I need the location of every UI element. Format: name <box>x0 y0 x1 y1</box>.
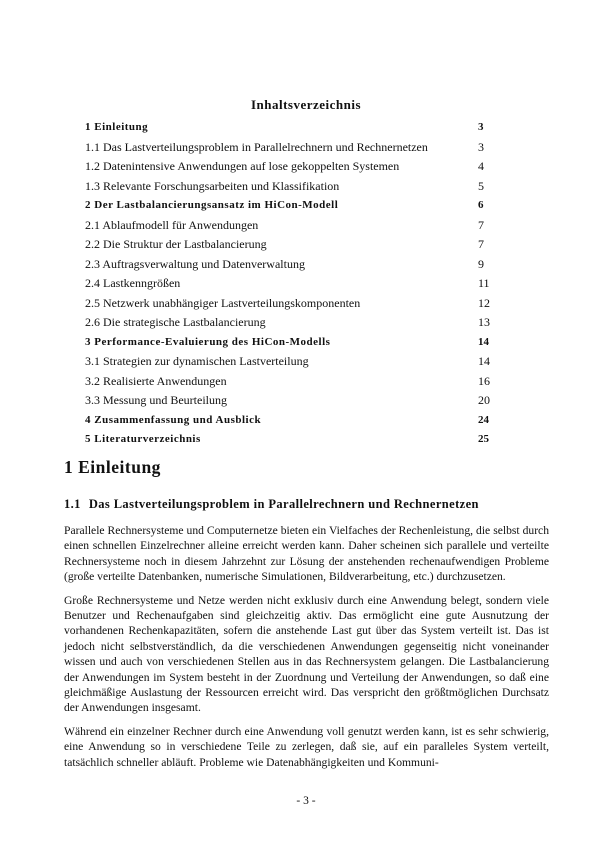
toc-entry-page: 11 <box>478 276 490 290</box>
toc-entry-label: 5 Literaturverzeichnis <box>85 433 201 445</box>
toc-entry-page: 6 <box>478 199 484 211</box>
toc-entry-page: 7 <box>478 237 484 251</box>
paragraph: Große Rechnersysteme und Netze werden nicht exklusiv durch eine Anwendung belegt, sondern viele Benutzer und Rechenaufgaben sind gleichzeitig aktiv. Das ermöglicht eine gute Ausnutzung der vorhandenen Rechenkapazitäten, sofern die anstehende Last gut über das System verteilt ist. Das ist jedoch nicht selbstverständlich, da die verschiedenen Anwendungen gegenseitig nicht voneinander wissen und auch von verschiedenen Stellen aus in das Rechnersystem gelangen. Die Lastbalancierung der Anwendungen im System besteht in der Zuordnung und Verteilung der Anwendungen, so daß eine gleichmäßige Auslastung der Ressourcen erreicht wird. Das verspricht den größtmöglichen Durchsatz der Anwendungen insgesamt. <box>64 593 549 715</box>
toc-entry-label: 1.2 Datenintensive Anwendungen auf lose gekoppelten Systemen <box>85 159 400 173</box>
toc-entry[interactable] <box>85 313 505 333</box>
toc-entry-page: 9 <box>478 256 484 271</box>
body-text <box>64 523 549 778</box>
toc-entry[interactable] <box>85 333 505 353</box>
toc-entry[interactable] <box>85 235 505 255</box>
toc-entry-page: 3 <box>478 139 484 154</box>
toc-entry-page: 5 <box>478 178 484 193</box>
toc-entry-label: 2.1 Ablaufmodell für Anwendungen <box>85 217 259 232</box>
toc-entry-page: 25 <box>478 433 489 445</box>
toc-entry-label: 1 Einleitung <box>85 121 149 133</box>
toc-entry-label: 3 Performance-Evaluierung des HiCon-Modells <box>85 335 331 348</box>
toc-entry[interactable] <box>85 352 505 372</box>
toc-entry-label: 1.1 Das Lastverteilungsproblem in Parallelrechnern und Rechnernetzen <box>85 139 428 154</box>
toc-entry-label: 2 Der Lastbalancierungsansatz im HiCon-Modell <box>85 199 339 211</box>
section-heading <box>64 497 479 512</box>
toc-entry-label: 2.5 Netzwerk unabhängiger Lastverteilungskomponenten <box>85 295 361 310</box>
toc-entry-page: 12 <box>478 295 490 310</box>
toc-entry-label: 3.1 Strategien zur dynamischen Lastverteilung <box>85 354 309 368</box>
toc-entry[interactable] <box>85 274 505 294</box>
toc-entry-page: 3 <box>478 121 484 133</box>
toc-entry[interactable] <box>85 391 505 411</box>
toc-entry[interactable] <box>85 430 505 450</box>
toc-entry[interactable] <box>85 196 505 216</box>
toc-entry[interactable] <box>85 411 505 431</box>
toc-entry-label: 2.3 Auftragsverwaltung und Datenverwaltung <box>85 256 305 271</box>
toc-entry-label: 1.3 Relevante Forschungsarbeiten und Klassifikation <box>85 178 340 193</box>
toc-entry-label: 2.2 Die Struktur der Lastbalancierung <box>85 237 267 251</box>
toc-entry[interactable] <box>85 177 505 197</box>
chapter-heading: 1 Einleitung <box>64 457 161 477</box>
table-of-contents <box>85 118 505 450</box>
toc-entry[interactable] <box>85 372 505 392</box>
toc-entry-label: 3.2 Realisierte Anwendungen <box>85 373 227 388</box>
toc-title: Inhaltsverzeichnis <box>250 97 362 112</box>
toc-entry-label: 2.4 Lastkenngrößen <box>85 276 181 290</box>
toc-entry[interactable] <box>85 255 505 275</box>
toc-entry-page: 24 <box>478 413 489 426</box>
toc-entry-page: 13 <box>478 315 490 329</box>
toc-entry-page: 14 <box>478 354 490 368</box>
toc-entry[interactable] <box>85 157 505 177</box>
toc-entry-label: 4 Zusammenfassung und Ausblick <box>85 413 262 426</box>
toc-entry-page: 16 <box>478 373 490 388</box>
paragraph: Während ein einzelner Rechner durch eine Anwendung voll genutzt werden kann, ist es sehr schwierig, eine Anwendung so in verschiedene Teile zu zerlegen, daß sie, auf ein paralleles System verteilt, tatsächlich schneller abläuft. Probleme wie Datenabhängigkeiten und Kommuni- <box>64 724 549 769</box>
toc-entry[interactable] <box>85 216 505 236</box>
section-number: 1.1 <box>64 497 81 511</box>
toc-entry[interactable] <box>85 138 505 158</box>
toc-entry-label: 3.3 Messung und Beurteilung <box>85 393 227 407</box>
toc-entry-page: 7 <box>478 217 484 232</box>
toc-entry-page: 20 <box>478 393 490 407</box>
toc-entry[interactable] <box>85 118 505 138</box>
section-title: Das Lastverteilungsproblem in Parallelrechnern und Rechnernetzen <box>88 497 479 511</box>
page-number: - 3 - <box>296 795 316 807</box>
toc-entry[interactable] <box>85 294 505 314</box>
toc-entry-page: 14 <box>478 335 489 348</box>
toc-entry-page: 4 <box>478 159 484 173</box>
toc-entry-label: 2.6 Die strategische Lastbalancierung <box>85 315 266 329</box>
paragraph: Parallele Rechnersysteme und Computernetze bieten ein Vielfaches der Rechenleistung, die selbst durch einen schnellen Einzelrechner alleine erreicht werden kann. Daher scheinen sich parallele und verteilte Rechnersysteme noch in diesem Jahrzehnt zur Lösung der anstehenden rechenaufwendigen Probleme (große verteilte Datenbanken, numerische Simulationen, Bildverarbeitung, etc.) durchzusetzen. <box>64 524 549 584</box>
